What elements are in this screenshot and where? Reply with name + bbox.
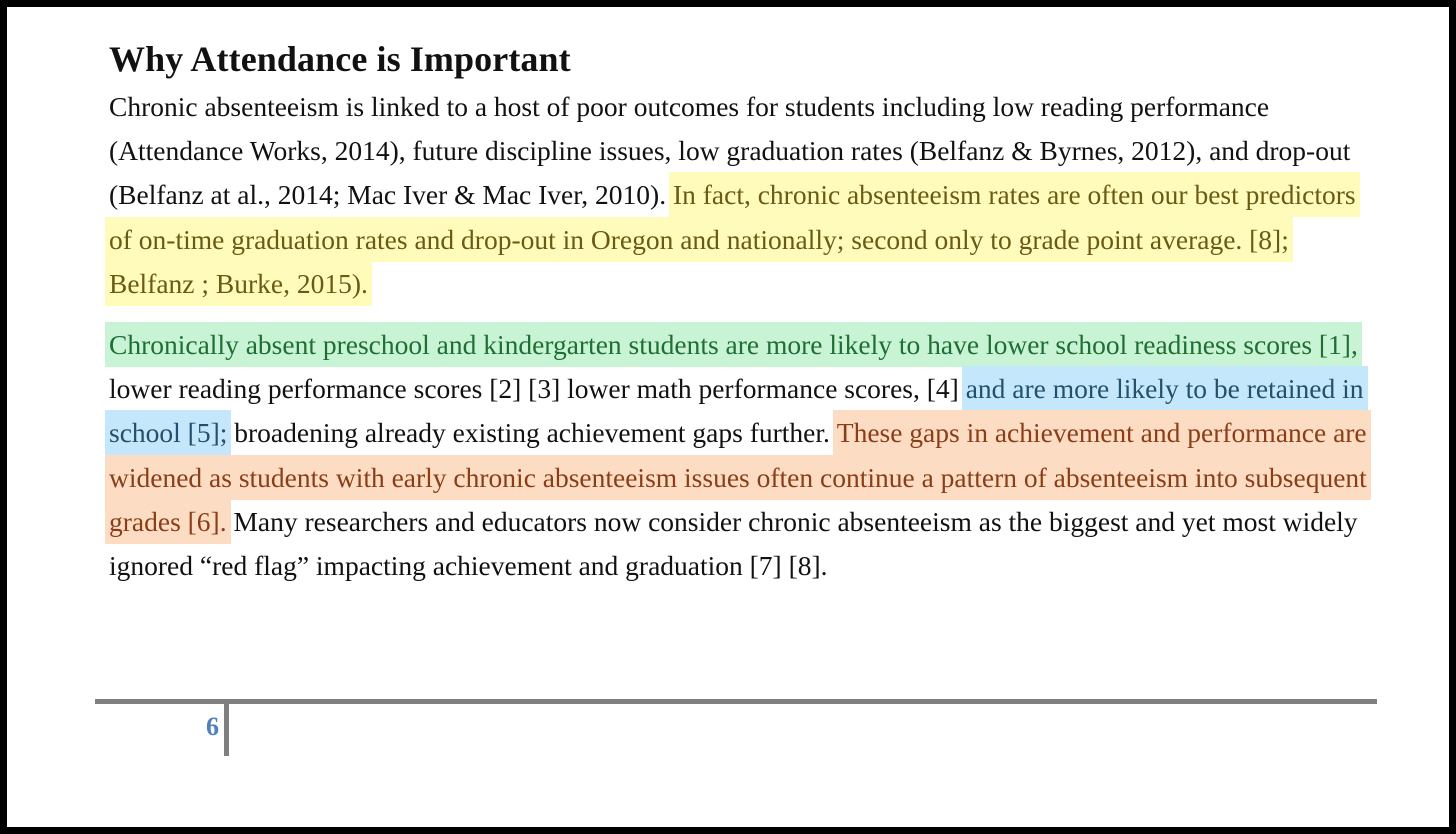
highlight-green: Chronically absent preschool and kindergarten students are more likely to have lower school readiness scores [1],: [105, 322, 1362, 367]
footer-rule: [95, 699, 1377, 704]
page-number: 6: [206, 712, 219, 741]
paragraph-1-text: Chronic absenteeism is linked to a host of poor outcomes for students including low reading performance (Attendance Works, 2014), future discipline issues, low graduation rates (Belfanz & Byrnes, 2012), and drop-out (Belfanz at al., 2014; Mac Iver & Mac Iver, 2010).: [109, 91, 1351, 211]
document-content: [109, 37, 1371, 588]
paragraph-2: [109, 323, 1371, 588]
footer-divider: [224, 704, 229, 756]
highlight-orange: These gaps in achievement and performance are widened as students with early chronic absenteeism issues often continue a pattern of absenteeism into subsequent grades [6].: [105, 410, 1371, 543]
paragraph-2-text-c: Many researchers and educators now consider chronic absenteeism as the biggest and yet most widely ignored “red flag” impacting achievement and graduation [7] [8].: [109, 505, 1358, 582]
highlight-yellow: In fact, chronic absenteeism rates are often our best predictors of on-time graduation rates and drop-out in Oregon and nationally; second only to grade point average. [8]; Belfanz ; Burke, 2015).: [105, 172, 1360, 305]
section-heading: Why Attendance is Important: [109, 39, 571, 79]
highlight-blue: and are more likely to be retained in school [5];: [105, 366, 1368, 455]
document-page: [7, 7, 1449, 827]
paragraph-2-text-b: broadening already existing achievement gaps further.: [234, 417, 830, 449]
paragraph-1: [109, 85, 1371, 306]
paragraph-2-text-a: lower reading performance scores [2] [3] lower math performance scores, [4]: [109, 373, 959, 405]
